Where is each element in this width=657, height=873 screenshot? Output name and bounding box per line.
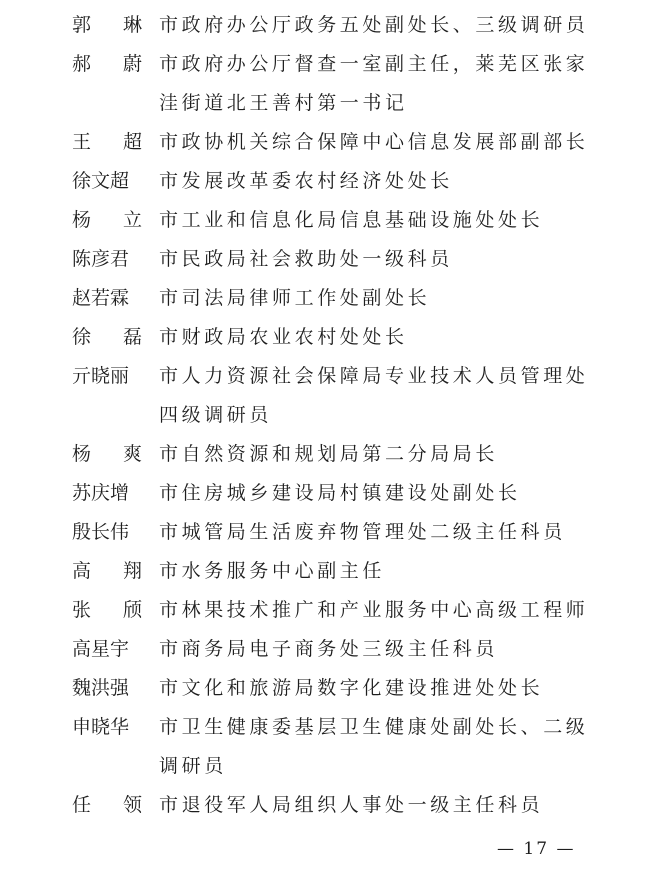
person-name: 申晓华 — [72, 716, 130, 738]
person-title: 市政府办公厅督查一室副主任，莱芜区张家洼街道北王善村第一书记 — [159, 53, 589, 114]
person-name: 张 颀 — [72, 599, 142, 621]
person-title: 市退役军人局组织人事处一级主任科员 — [159, 794, 544, 816]
person-name: 陈彦君 — [72, 248, 130, 270]
list-item — [0, 669, 657, 708]
list-item — [0, 435, 657, 474]
list-item — [0, 591, 657, 630]
list-item — [0, 162, 657, 201]
list-item — [0, 357, 657, 435]
list-item — [0, 708, 657, 786]
person-title: 市卫生健康委基层卫生健康处副处长、二级调研员 — [159, 716, 589, 777]
list-item — [0, 279, 657, 318]
person-name: 殷长伟 — [72, 521, 130, 543]
list-item — [0, 513, 657, 552]
person-title: 市住房城乡建设局村镇建设处副处长 — [159, 482, 521, 504]
person-title: 市文化和旅游局数字化建设推进处处长 — [159, 677, 544, 699]
person-name: 任 领 — [72, 794, 142, 816]
person-title: 市政府办公厅政务五处副处长、三级调研员 — [159, 14, 589, 36]
person-name: 苏庆增 — [72, 482, 130, 504]
person-name: 郭 琳 — [72, 14, 142, 36]
person-title: 市林果技术推广和产业服务中心高级工程师 — [159, 599, 589, 621]
person-name: 徐文超 — [72, 170, 130, 192]
person-name: 杨 立 — [72, 209, 142, 231]
list-item — [0, 123, 657, 162]
person-title: 市城管局生活废弃物管理处二级主任科员 — [159, 521, 566, 543]
personnel-list — [0, 6, 657, 825]
list-item — [0, 474, 657, 513]
person-title: 市人力资源社会保障局专业技术人员管理处四级调研员 — [159, 365, 589, 426]
person-title: 市民政局社会救助处一级科员 — [159, 248, 453, 270]
person-name: 郝 蔚 — [72, 53, 142, 75]
person-title: 市水务服务中心副主任 — [159, 560, 386, 582]
list-item — [0, 318, 657, 357]
list-item — [0, 552, 657, 591]
list-item — [0, 6, 657, 45]
list-item — [0, 45, 657, 123]
person-title: 市自然资源和规划局第二分局局长 — [159, 443, 499, 465]
person-title: 市政协机关综合保障中心信息发展部副部长 — [159, 131, 589, 153]
person-name: 魏洪强 — [72, 677, 130, 699]
person-title: 市商务局电子商务处三级主任科员 — [159, 638, 499, 660]
page-number: — 17 — — [497, 839, 576, 859]
person-name: 杨 爽 — [72, 443, 142, 465]
person-title: 市工业和信息化局信息基础设施处处长 — [159, 209, 544, 231]
person-name: 徐 磊 — [72, 326, 142, 348]
person-title: 市司法局律师工作处副处长 — [159, 287, 431, 309]
list-item — [0, 786, 657, 825]
list-item — [0, 630, 657, 669]
person-name: 王 超 — [72, 131, 142, 153]
person-name: 高 翔 — [72, 560, 142, 582]
person-name: 赵若霖 — [72, 287, 130, 309]
person-title: 市财政局农业农村处处长 — [159, 326, 408, 348]
person-name: 高星宇 — [72, 638, 130, 660]
person-title: 市发展改革委农村经济处处长 — [159, 170, 453, 192]
list-item — [0, 240, 657, 279]
person-name: 亓晓丽 — [72, 365, 130, 387]
list-item — [0, 201, 657, 240]
